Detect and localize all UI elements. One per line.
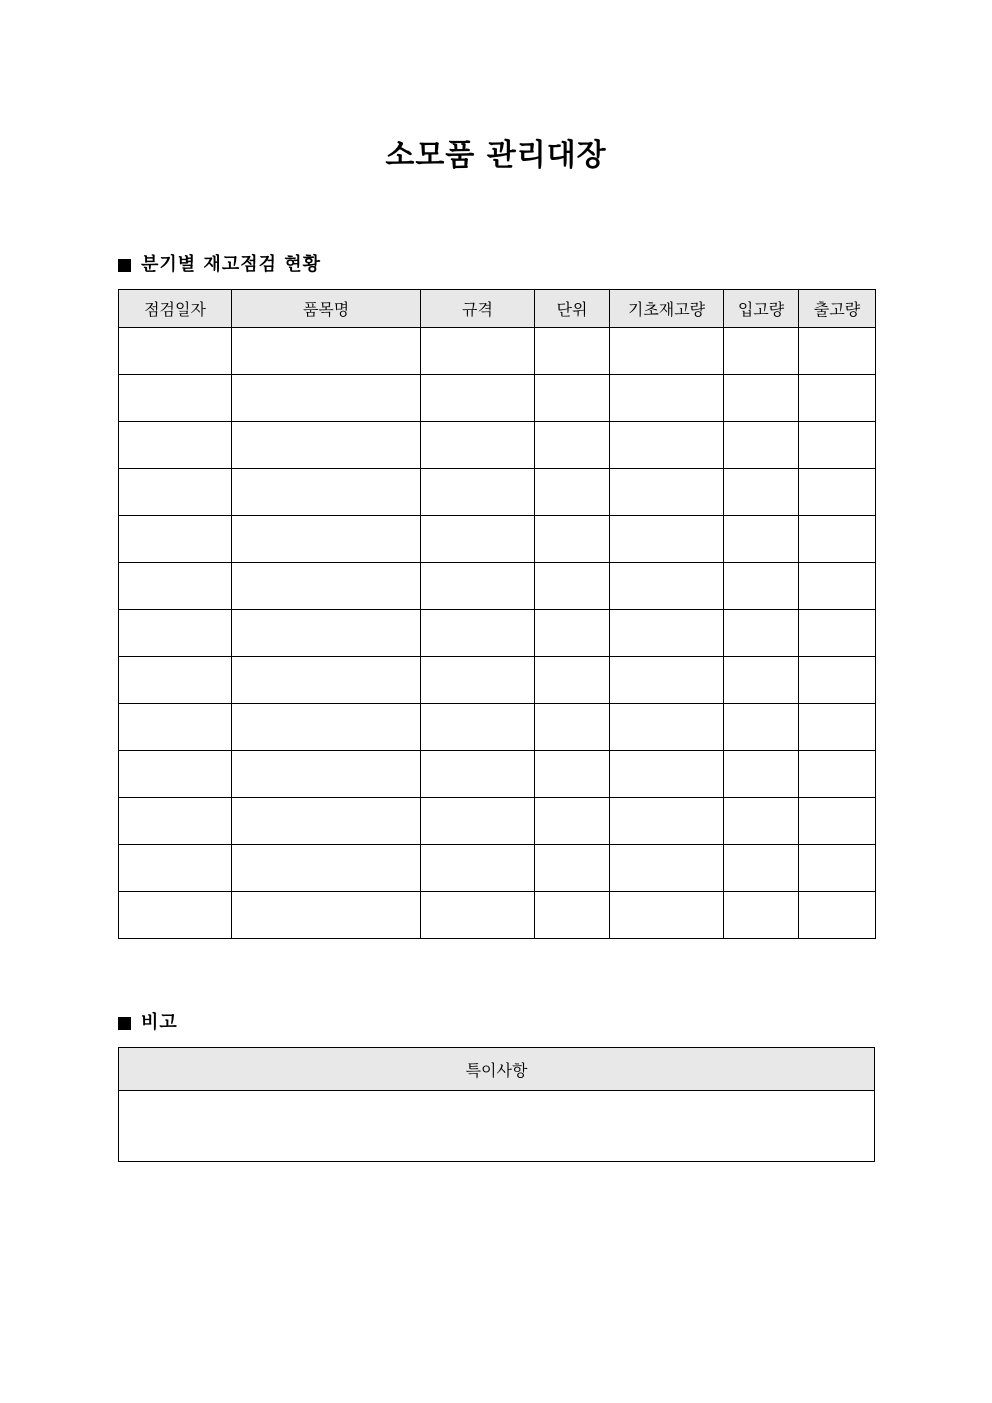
issued-qty-cell[interactable] xyxy=(799,563,876,610)
received-qty-cell[interactable] xyxy=(724,610,799,657)
received-qty-cell[interactable] xyxy=(724,798,799,845)
table-row xyxy=(119,657,876,704)
unit-cell[interactable] xyxy=(535,422,610,469)
unit-cell[interactable] xyxy=(535,516,610,563)
inventory-heading-text: 분기별 재고점검 현황 xyxy=(141,254,322,275)
specification-cell[interactable] xyxy=(421,798,535,845)
table-row xyxy=(119,469,876,516)
opening-stock-cell[interactable] xyxy=(610,845,724,892)
unit-cell[interactable] xyxy=(535,610,610,657)
inspection-date-cell[interactable] xyxy=(119,845,232,892)
inspection-date-cell[interactable] xyxy=(119,375,232,422)
table-row xyxy=(119,422,876,469)
item-name-cell[interactable] xyxy=(232,563,421,610)
item-name-cell[interactable] xyxy=(232,892,421,939)
opening-stock-cell[interactable] xyxy=(610,516,724,563)
opening-stock-cell[interactable] xyxy=(610,751,724,798)
opening-stock-cell[interactable] xyxy=(610,657,724,704)
table-row xyxy=(119,704,876,751)
item-name-cell[interactable] xyxy=(232,704,421,751)
column-header-specification: 규격 xyxy=(421,290,535,328)
table-row xyxy=(119,751,876,798)
issued-qty-cell[interactable] xyxy=(799,845,876,892)
issued-qty-cell[interactable] xyxy=(799,657,876,704)
issued-qty-cell[interactable] xyxy=(799,469,876,516)
specification-cell[interactable] xyxy=(421,657,535,704)
specification-cell[interactable] xyxy=(421,845,535,892)
opening-stock-cell[interactable] xyxy=(610,704,724,751)
issued-qty-cell[interactable] xyxy=(799,798,876,845)
received-qty-cell[interactable] xyxy=(724,328,799,375)
received-qty-cell[interactable] xyxy=(724,422,799,469)
item-name-cell[interactable] xyxy=(232,610,421,657)
table-row xyxy=(119,845,876,892)
issued-qty-cell[interactable] xyxy=(799,704,876,751)
item-name-cell[interactable] xyxy=(232,516,421,563)
inspection-date-cell[interactable] xyxy=(119,610,232,657)
opening-stock-cell[interactable] xyxy=(610,469,724,516)
item-name-cell[interactable] xyxy=(232,328,421,375)
issued-qty-cell[interactable] xyxy=(799,516,876,563)
received-qty-cell[interactable] xyxy=(724,704,799,751)
received-qty-cell[interactable] xyxy=(724,657,799,704)
unit-cell[interactable] xyxy=(535,751,610,798)
item-name-cell[interactable] xyxy=(232,845,421,892)
table-row xyxy=(119,328,876,375)
issued-qty-cell[interactable] xyxy=(799,375,876,422)
column-header-inspection-date: 점검일자 xyxy=(119,290,232,328)
unit-cell[interactable] xyxy=(535,892,610,939)
specification-cell[interactable] xyxy=(421,751,535,798)
received-qty-cell[interactable] xyxy=(724,469,799,516)
column-header-remarks: 특이사항 xyxy=(119,1048,875,1091)
received-qty-cell[interactable] xyxy=(724,375,799,422)
table-row xyxy=(119,375,876,422)
inventory-header-row xyxy=(119,290,876,328)
notes-row xyxy=(119,1091,875,1162)
table-row xyxy=(119,892,876,939)
unit-cell[interactable] xyxy=(535,563,610,610)
document-title: 소모품 관리대장 xyxy=(385,138,607,173)
opening-stock-cell[interactable] xyxy=(610,375,724,422)
inspection-date-cell[interactable] xyxy=(119,704,232,751)
specification-cell[interactable] xyxy=(421,469,535,516)
inspection-date-cell[interactable] xyxy=(119,469,232,516)
notes-header-row xyxy=(119,1048,875,1091)
received-qty-cell[interactable] xyxy=(724,516,799,563)
opening-stock-cell[interactable] xyxy=(610,563,724,610)
opening-stock-cell[interactable] xyxy=(610,798,724,845)
unit-cell[interactable] xyxy=(535,845,610,892)
unit-cell[interactable] xyxy=(535,375,610,422)
item-name-cell[interactable] xyxy=(232,751,421,798)
column-header-received-qty: 입고량 xyxy=(724,290,799,328)
square-bullet-icon xyxy=(118,1017,131,1030)
specification-cell[interactable] xyxy=(421,563,535,610)
unit-cell[interactable] xyxy=(535,798,610,845)
item-name-cell[interactable] xyxy=(232,469,421,516)
unit-cell[interactable] xyxy=(535,469,610,516)
received-qty-cell[interactable] xyxy=(724,845,799,892)
specification-cell[interactable] xyxy=(421,375,535,422)
table-row xyxy=(119,516,876,563)
unit-cell[interactable] xyxy=(535,657,610,704)
column-header-issued-qty: 출고량 xyxy=(799,290,876,328)
opening-stock-cell[interactable] xyxy=(610,328,724,375)
specification-cell[interactable] xyxy=(421,610,535,657)
specification-cell[interactable] xyxy=(421,516,535,563)
issued-qty-cell[interactable] xyxy=(799,892,876,939)
unit-cell[interactable] xyxy=(535,328,610,375)
table-row xyxy=(119,563,876,610)
inspection-date-cell[interactable] xyxy=(119,328,232,375)
column-header-unit: 단위 xyxy=(535,290,610,328)
received-qty-cell[interactable] xyxy=(724,751,799,798)
notes-cell[interactable] xyxy=(119,1091,875,1162)
table-row xyxy=(119,798,876,845)
item-name-cell[interactable] xyxy=(232,422,421,469)
opening-stock-cell[interactable] xyxy=(610,892,724,939)
notes-heading-text: 비고 xyxy=(141,1012,178,1033)
inspection-date-cell[interactable] xyxy=(119,798,232,845)
inspection-date-cell[interactable] xyxy=(119,751,232,798)
inspection-date-cell[interactable] xyxy=(119,516,232,563)
issued-qty-cell[interactable] xyxy=(799,328,876,375)
inspection-date-cell[interactable] xyxy=(119,563,232,610)
notes-table xyxy=(118,1047,875,1162)
opening-stock-cell[interactable] xyxy=(610,422,724,469)
square-bullet-icon xyxy=(118,259,131,272)
received-qty-cell[interactable] xyxy=(724,563,799,610)
table-row xyxy=(119,610,876,657)
item-name-cell[interactable] xyxy=(232,657,421,704)
specification-cell[interactable] xyxy=(421,328,535,375)
specification-cell[interactable] xyxy=(421,422,535,469)
item-name-cell[interactable] xyxy=(232,375,421,422)
inventory-table xyxy=(118,289,876,939)
unit-cell[interactable] xyxy=(535,704,610,751)
inspection-date-cell[interactable] xyxy=(119,657,232,704)
specification-cell[interactable] xyxy=(421,704,535,751)
column-header-item-name: 품목명 xyxy=(232,290,421,328)
column-header-opening-stock: 기초재고량 xyxy=(610,290,724,328)
item-name-cell[interactable] xyxy=(232,798,421,845)
specification-cell[interactable] xyxy=(421,892,535,939)
inspection-date-cell[interactable] xyxy=(119,422,232,469)
notes-section-heading xyxy=(118,1010,178,1036)
issued-qty-cell[interactable] xyxy=(799,751,876,798)
inspection-date-cell[interactable] xyxy=(119,892,232,939)
inventory-section-heading xyxy=(118,252,321,278)
received-qty-cell[interactable] xyxy=(724,892,799,939)
issued-qty-cell[interactable] xyxy=(799,610,876,657)
opening-stock-cell[interactable] xyxy=(610,610,724,657)
issued-qty-cell[interactable] xyxy=(799,422,876,469)
